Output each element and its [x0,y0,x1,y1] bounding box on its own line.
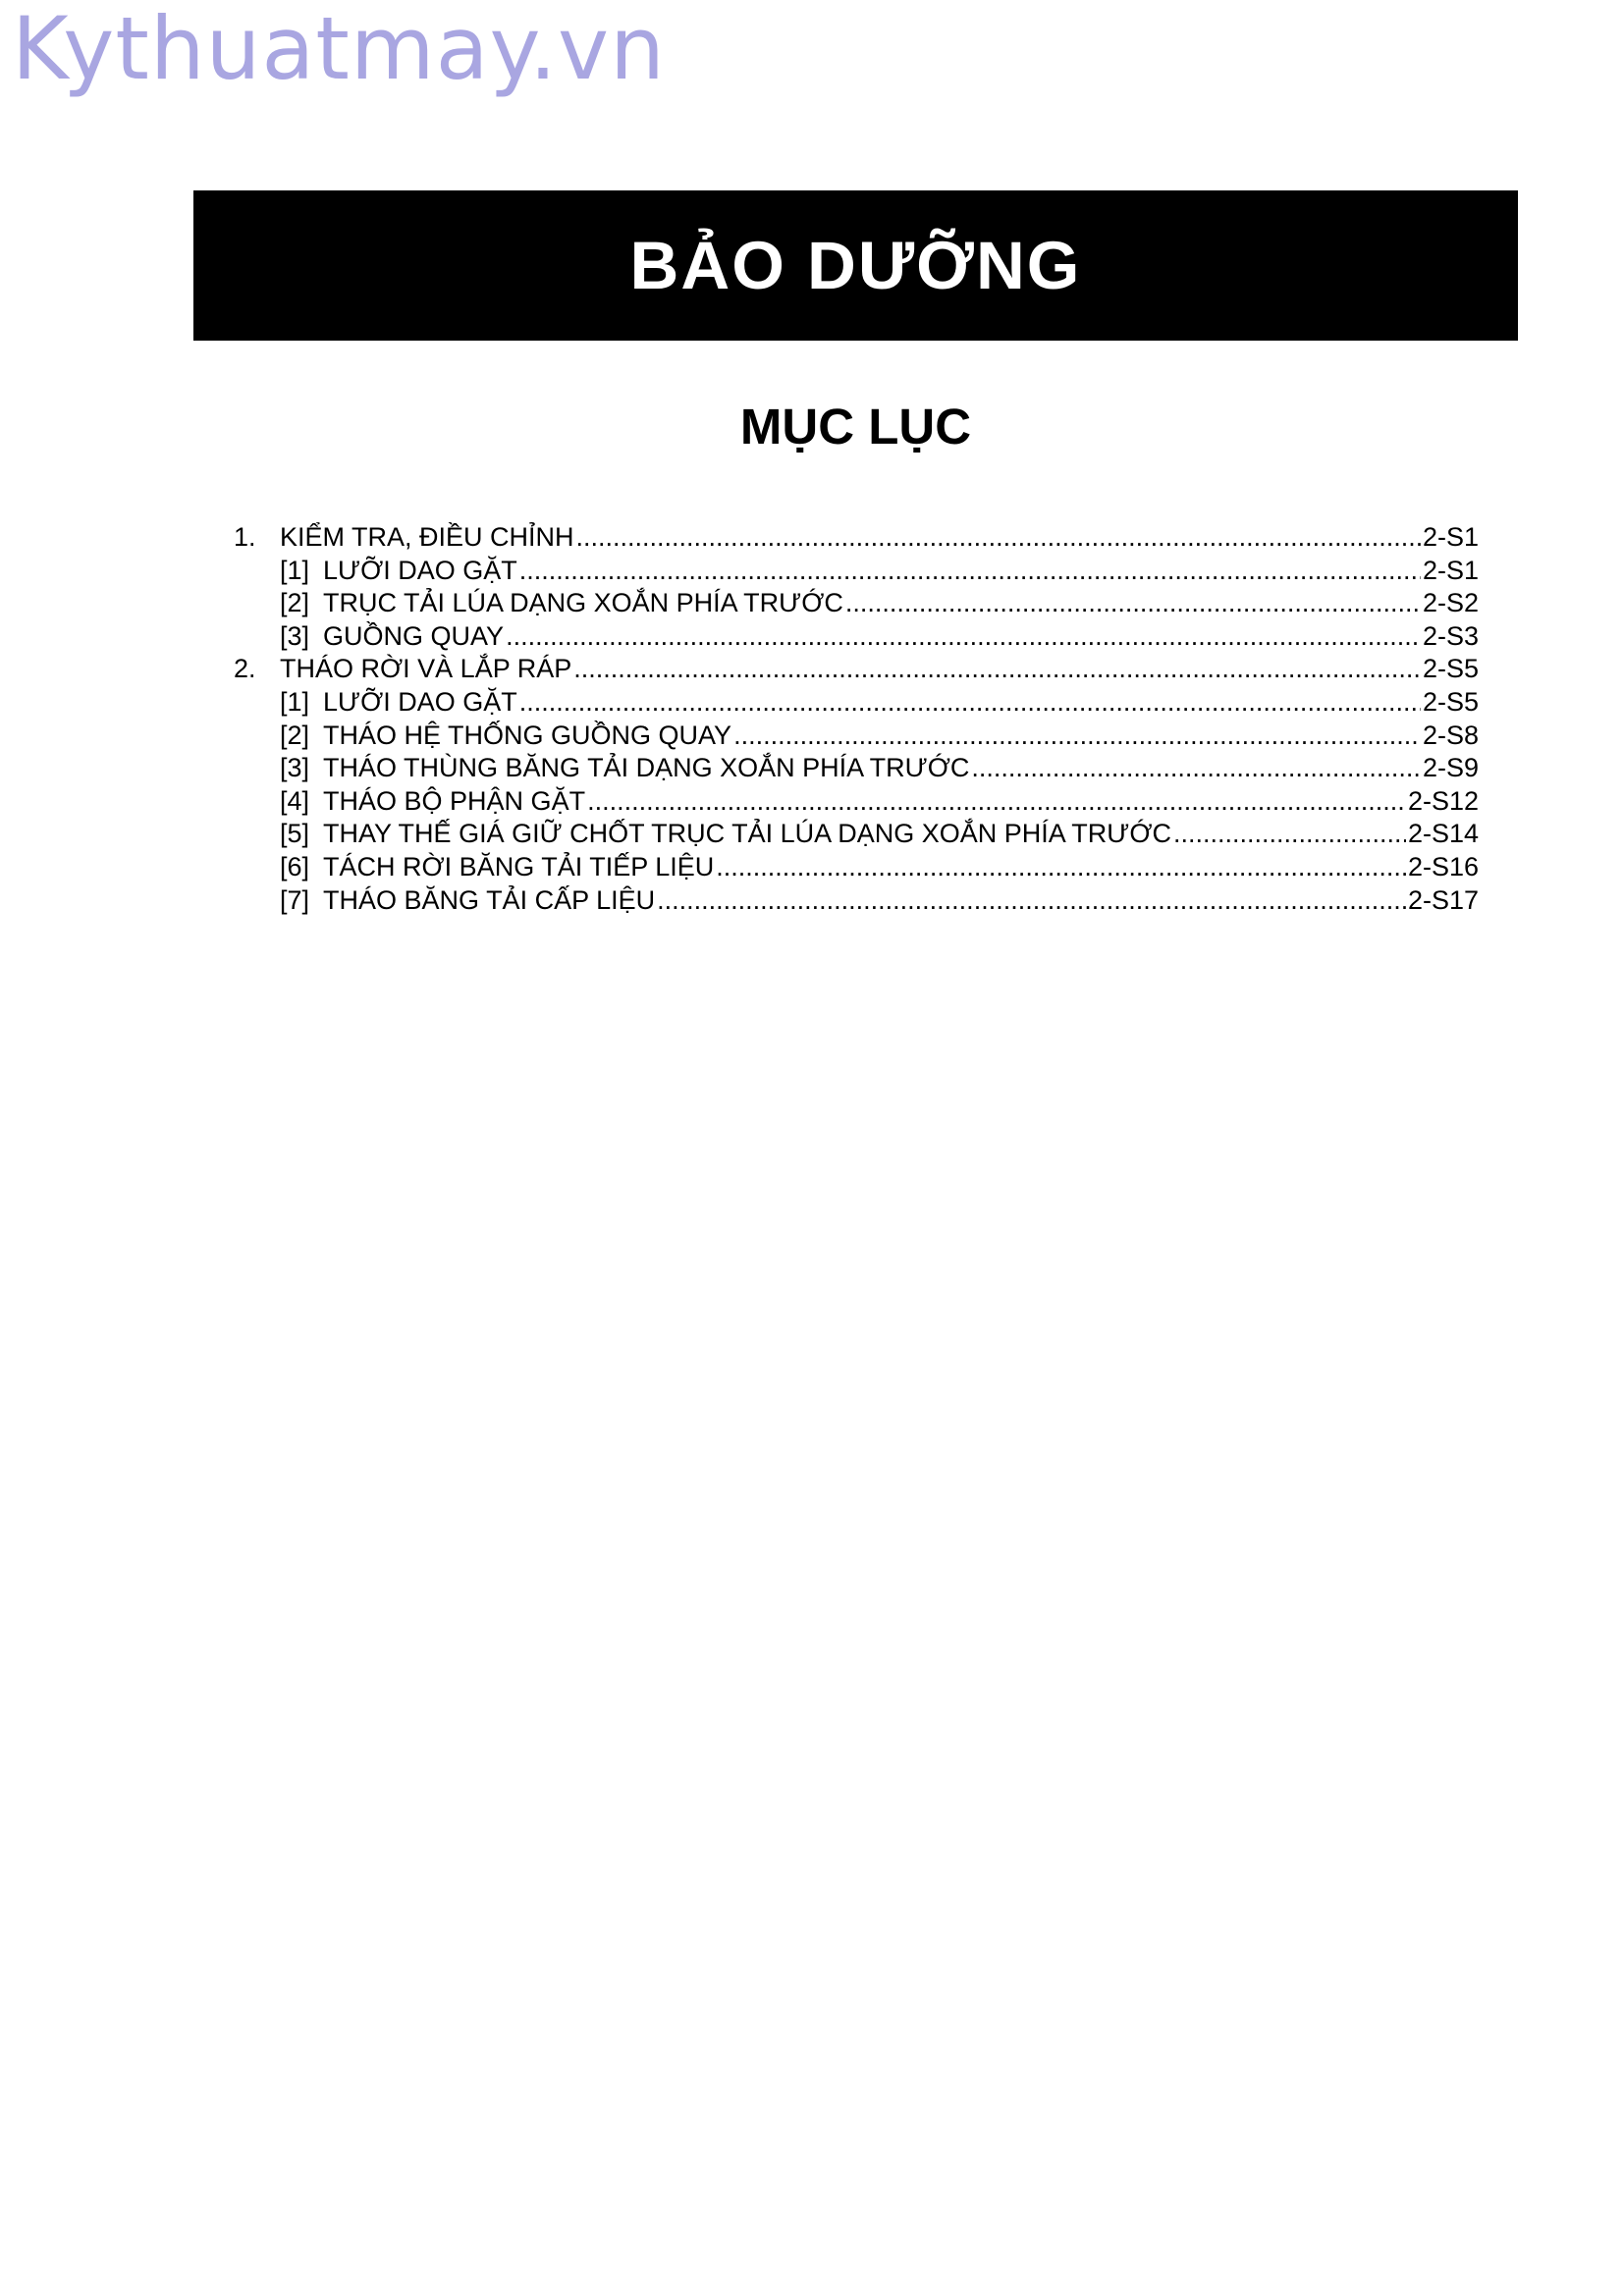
toc-subentry-index: [4] [280,785,310,816]
toc-subentry[interactable] [234,720,1479,753]
toc-subentry-title: THAY THẾ GIÁ GIỮ CHỐT TRỤC TẢI LÚA DẠNG XOẮN PHÍA TRƯỚC [323,819,1171,849]
watermark-logo: Kythuatmay.vn [12,0,666,99]
toc-leader-dots [845,587,1421,620]
toc-subentry-title: THÁO BỘ PHẬN GẶT [323,785,586,816]
toc-subentry-index: [2] [280,720,310,750]
toc-leader-dots [519,686,1421,720]
toc-subentry-index: [3] [280,620,310,651]
toc-leader-dots [1173,818,1406,851]
toc-subentry-index: [1] [280,555,310,585]
toc-subentry-index: [2] [280,588,310,618]
toc-subentry-index: [6] [280,851,310,881]
toc-subentry-page: 2-S17 [1407,884,1479,915]
toc-subentry-index: [1] [280,686,310,717]
toc-leader-dots [519,555,1421,588]
toc-leader-dots [971,752,1421,785]
toc-subentry-page: 2-S9 [1422,753,1479,783]
toc-subentry[interactable] [234,620,1479,654]
toc-subentry[interactable] [234,555,1479,588]
toc-leader-dots [657,884,1406,918]
toc-subentry[interactable] [234,785,1479,819]
toc-subentry-title: THÁO BĂNG TẢI CẤP LIỆU [323,884,656,915]
toc-leader-dots [506,620,1421,654]
toc-subentry-title: LƯỠI DAO GẶT [323,686,517,717]
toc-heading: MỤC LỤC [739,399,972,454]
toc-entry-title: KIỂM TRA, ĐIỀU CHỈNH [280,522,574,552]
toc-subentry[interactable] [234,587,1479,620]
toc-subentry-title: GUỒNG QUAY [323,620,505,651]
toc-subentry-title: TÁCH RỜI BĂNG TẢI TIẾP LIỆU [323,851,715,881]
toc-subentry-title: LƯỠI DAO GẶT [323,555,517,585]
toc-entry-page: 2-S5 [1422,654,1479,684]
table-of-contents [234,521,1479,917]
toc-subentry-page: 2-S3 [1422,620,1479,651]
toc-subentry-page: 2-S1 [1422,555,1479,585]
toc-entry-page: 2-S1 [1422,522,1479,552]
toc-subentry[interactable] [234,851,1479,884]
toc-leader-dots [573,653,1421,686]
toc-leader-dots [733,720,1421,753]
toc-leader-dots [587,785,1406,819]
toc-subentry-page: 2-S16 [1407,851,1479,881]
section-title: BẢO DƯỠNG [629,228,1082,303]
toc-leader-dots [576,521,1421,555]
toc-entry[interactable] [234,521,1479,555]
toc-subentry[interactable] [234,752,1479,785]
toc-subentry-index: [5] [280,819,310,849]
toc-subentry[interactable] [234,884,1479,918]
toc-entry-number: 1. [234,522,256,552]
toc-subentry-page: 2-S12 [1407,785,1479,816]
toc-subentry-title: TRỤC TẢI LÚA DẠNG XOẮN PHÍA TRƯỚC [323,588,843,618]
toc-subentry-index: [7] [280,884,310,915]
toc-subentry[interactable] [234,818,1479,851]
toc-entry-number: 2. [234,654,256,684]
toc-subentry-page: 2-S2 [1422,588,1479,618]
toc-subentry-page: 2-S14 [1407,819,1479,849]
toc-subentry-index: [3] [280,753,310,783]
toc-subentry-title: THÁO THÙNG BĂNG TẢI DẠNG XOẮN PHÍA TRƯỚC [323,753,970,783]
toc-subentry-page: 2-S5 [1422,686,1479,717]
toc-subentry-title: THÁO HỆ THỐNG GUỒNG QUAY [323,720,732,750]
toc-entry[interactable] [234,653,1479,686]
toc-leader-dots [716,851,1406,884]
toc-subentry-page: 2-S8 [1422,720,1479,750]
toc-entry-title: THÁO RỜI VÀ LẮP RÁP [280,654,572,684]
section-banner [193,190,1518,341]
toc-subentry[interactable] [234,686,1479,720]
